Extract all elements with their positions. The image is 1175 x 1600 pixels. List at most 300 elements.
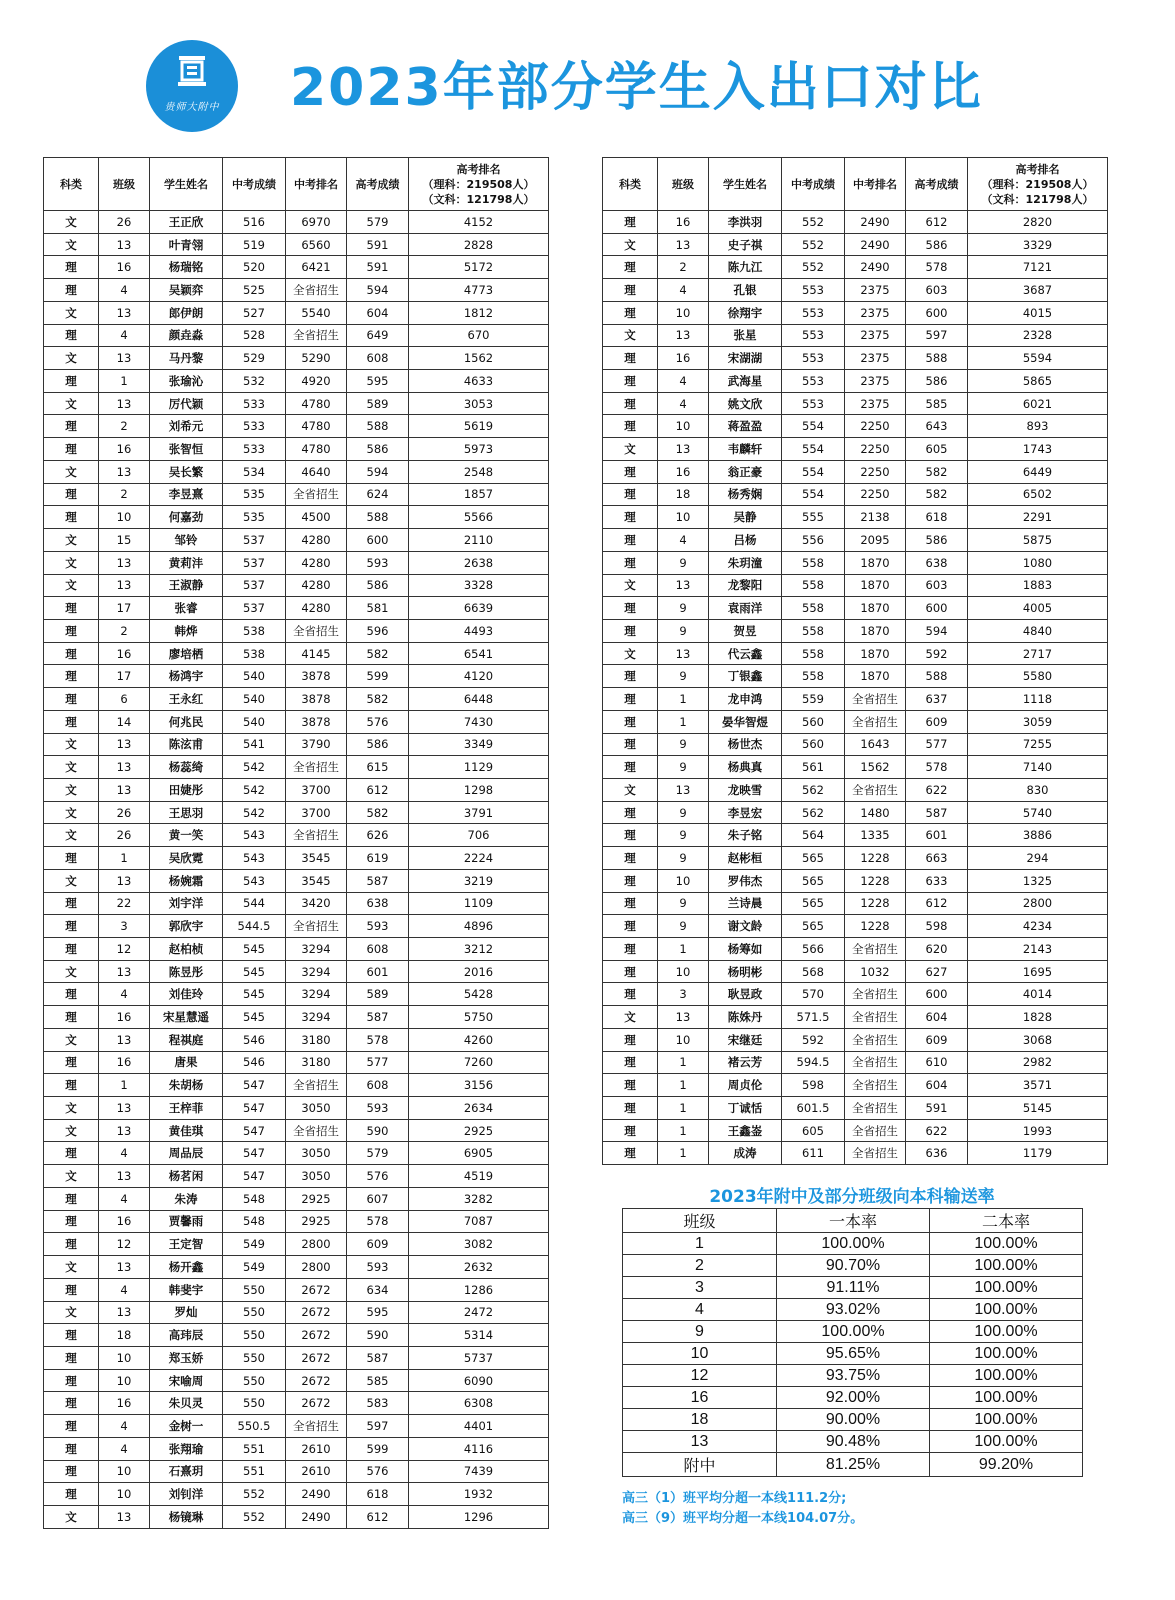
cell-class: 9 — [658, 597, 709, 620]
cell-class: 1 — [99, 370, 150, 393]
cell-student-name: 翁正豪 — [709, 460, 782, 483]
cell-class: 10 — [99, 1346, 150, 1369]
cell-zk-score: 533 — [223, 415, 286, 438]
cell-class: 9 — [658, 892, 709, 915]
cell-gk-score: 582 — [906, 483, 968, 506]
cell-zk-score: 592 — [782, 1028, 845, 1051]
cell-zk-score: 552 — [223, 1505, 286, 1528]
cell-gk-score: 591 — [347, 233, 409, 256]
cell-type: 理 — [44, 938, 99, 961]
cell-gk-score: 601 — [347, 960, 409, 983]
cell-type: 理 — [603, 801, 658, 824]
cell-gk-rank: 1179 — [968, 1142, 1108, 1165]
table-row — [44, 256, 549, 279]
rate-cell-class: 3 — [623, 1277, 777, 1299]
table-row — [603, 688, 1108, 711]
cell-zk-rank: 1562 — [845, 756, 906, 779]
cell-type: 理 — [44, 1392, 99, 1415]
cell-gk-score: 589 — [347, 983, 409, 1006]
cell-class: 10 — [658, 960, 709, 983]
col-header-zk-rank: 中考排名 — [845, 158, 906, 211]
cell-gk-score: 620 — [906, 938, 968, 961]
cell-gk-score: 591 — [906, 1097, 968, 1120]
cell-type: 理 — [603, 1051, 658, 1074]
cell-zk-score: 549 — [223, 1256, 286, 1279]
cell-zk-score: 558 — [782, 574, 845, 597]
cell-zk-rank: 3878 — [286, 710, 347, 733]
rate-cell-tier1: 90.00% — [777, 1409, 930, 1431]
cell-class: 13 — [658, 233, 709, 256]
cell-zk-rank: 1870 — [845, 665, 906, 688]
cell-gk-score: 610 — [906, 1051, 968, 1074]
cell-type: 理 — [603, 892, 658, 915]
cell-type: 文 — [44, 733, 99, 756]
cell-zk-score: 540 — [223, 710, 286, 733]
cell-zk-rank: 2375 — [845, 324, 906, 347]
cell-zk-rank: 2375 — [845, 392, 906, 415]
cell-gk-rank: 4260 — [409, 1028, 549, 1051]
cell-type: 理 — [603, 960, 658, 983]
gk-rank-title: 高考排名 — [456, 162, 501, 176]
cell-zk-score: 560 — [782, 733, 845, 756]
cell-zk-rank: 2672 — [286, 1324, 347, 1347]
cell-class: 9 — [658, 824, 709, 847]
cell-class: 3 — [658, 983, 709, 1006]
cell-gk-rank: 4633 — [409, 370, 549, 393]
table-row — [44, 1415, 549, 1438]
col-header-name: 学生姓名 — [150, 158, 223, 211]
table-row — [603, 619, 1108, 642]
cell-zk-rank: 3700 — [286, 778, 347, 801]
cell-gk-rank: 2110 — [409, 529, 549, 552]
cell-student-name: 何兆民 — [150, 710, 223, 733]
cell-zk-score: 542 — [223, 778, 286, 801]
cell-zk-score: 532 — [223, 370, 286, 393]
cell-zk-score: 554 — [782, 483, 845, 506]
cell-class: 12 — [99, 938, 150, 961]
cell-gk-rank: 4014 — [968, 983, 1108, 1006]
cell-gk-rank: 2632 — [409, 1256, 549, 1279]
col-header-name: 学生姓名 — [709, 158, 782, 211]
cell-gk-rank: 7439 — [409, 1460, 549, 1483]
cell-zk-score: 527 — [223, 301, 286, 324]
cell-student-name: 代云鑫 — [709, 642, 782, 665]
cell-type: 理 — [603, 392, 658, 415]
rate-cell-class: 2 — [623, 1255, 777, 1277]
cell-gk-score: 582 — [906, 460, 968, 483]
cell-zk-rank: 4280 — [286, 574, 347, 597]
cell-student-name: 刘佳玲 — [150, 983, 223, 1006]
cell-gk-score: 622 — [906, 1119, 968, 1142]
cell-zk-score: 556 — [782, 529, 845, 552]
rate-cell-tier1: 100.00% — [777, 1321, 930, 1343]
table-row — [44, 1119, 549, 1142]
rate-cell-tier1: 92.00% — [777, 1387, 930, 1409]
cell-student-name: 韩斐宇 — [150, 1278, 223, 1301]
cell-zk-rank: 全省招生 — [845, 1006, 906, 1029]
table-row — [603, 960, 1108, 983]
cell-student-name: 李昱熹 — [150, 483, 223, 506]
cell-gk-score: 627 — [906, 960, 968, 983]
cell-zk-rank: 全省招生 — [286, 619, 347, 642]
cell-gk-score: 612 — [906, 892, 968, 915]
cell-student-name: 姚文欣 — [709, 392, 782, 415]
cell-class: 1 — [658, 1074, 709, 1097]
cell-class: 4 — [99, 1437, 150, 1460]
cell-gk-rank: 5172 — [409, 256, 549, 279]
table-row — [44, 938, 549, 961]
cell-type: 文 — [44, 233, 99, 256]
cell-zk-rank: 全省招生 — [845, 1051, 906, 1074]
cell-student-name: 晏华智煜 — [709, 710, 782, 733]
table-row — [44, 460, 549, 483]
cell-class: 16 — [99, 1051, 150, 1074]
cell-gk-rank: 1298 — [409, 778, 549, 801]
cell-gk-rank: 3053 — [409, 392, 549, 415]
cell-type: 文 — [44, 574, 99, 597]
rate-cell-tier1: 81.25% — [777, 1453, 930, 1477]
table-row — [603, 483, 1108, 506]
cell-gk-score: 588 — [906, 665, 968, 688]
table-row — [44, 1074, 549, 1097]
cell-student-name: 赵柏桢 — [150, 938, 223, 961]
cell-zk-rank: 1870 — [845, 551, 906, 574]
cell-gk-score: 593 — [347, 1256, 409, 1279]
rate-cell-tier2: 100.00% — [930, 1255, 1083, 1277]
cell-gk-rank: 5619 — [409, 415, 549, 438]
cell-zk-score: 535 — [223, 506, 286, 529]
table-row — [44, 529, 549, 552]
cell-type: 理 — [603, 506, 658, 529]
cell-zk-score: 525 — [223, 279, 286, 302]
rate-cell-tier1: 91.11% — [777, 1277, 930, 1299]
cell-student-name: 贺昱 — [709, 619, 782, 642]
table-row — [44, 279, 549, 302]
col-header-gk-rank — [968, 158, 1108, 211]
cell-type: 文 — [44, 392, 99, 415]
cell-class: 17 — [99, 665, 150, 688]
cell-class: 13 — [99, 301, 150, 324]
cell-zk-score: 554 — [782, 415, 845, 438]
rate-cell-class: 附中 — [623, 1453, 777, 1477]
cell-type: 理 — [603, 1097, 658, 1120]
cell-zk-rank: 4280 — [286, 529, 347, 552]
cell-student-name: 张瑜沁 — [150, 370, 223, 393]
cell-student-name: 宋湖湖 — [709, 347, 782, 370]
cell-zk-score: 544 — [223, 892, 286, 915]
cell-gk-score: 594 — [347, 279, 409, 302]
cell-gk-rank: 1296 — [409, 1505, 549, 1528]
cell-student-name: 陈泫甫 — [150, 733, 223, 756]
cell-class: 9 — [658, 733, 709, 756]
table-row — [44, 1392, 549, 1415]
cell-zk-score: 558 — [782, 665, 845, 688]
cell-student-name: 史子祺 — [709, 233, 782, 256]
table-row — [44, 983, 549, 1006]
cell-class: 13 — [99, 1505, 150, 1528]
rate-cell-tier2: 99.20% — [930, 1453, 1083, 1477]
cell-gk-score: 586 — [347, 733, 409, 756]
cell-student-name: 唐果 — [150, 1051, 223, 1074]
cell-zk-rank: 2490 — [845, 256, 906, 279]
cell-gk-score: 576 — [347, 1460, 409, 1483]
cell-zk-score: 547 — [223, 1165, 286, 1188]
cell-student-name: 陈昱彤 — [150, 960, 223, 983]
cell-gk-score: 578 — [347, 1210, 409, 1233]
cell-student-name: 朱玥潼 — [709, 551, 782, 574]
col-header-zk-score: 中考成绩 — [223, 158, 286, 211]
cell-class: 4 — [99, 1142, 150, 1165]
cell-gk-rank: 4015 — [968, 301, 1108, 324]
cell-class: 4 — [99, 279, 150, 302]
cell-zk-rank: 2800 — [286, 1256, 347, 1279]
cell-zk-rank: 1870 — [845, 619, 906, 642]
gk-rank-arts-total: （文科：121798人） — [422, 192, 535, 206]
cell-zk-score: 564 — [782, 824, 845, 847]
cell-student-name: 袁雨洋 — [709, 597, 782, 620]
cell-gk-rank: 4896 — [409, 915, 549, 938]
cell-gk-rank: 3329 — [968, 233, 1108, 256]
cell-gk-score: 590 — [347, 1119, 409, 1142]
cell-type: 理 — [44, 483, 99, 506]
cell-type: 理 — [603, 983, 658, 1006]
table-row — [44, 1051, 549, 1074]
cell-type: 理 — [44, 1437, 99, 1460]
cell-gk-score: 597 — [906, 324, 968, 347]
cell-zk-rank: 2250 — [845, 438, 906, 461]
cell-student-name: 徐翔宇 — [709, 301, 782, 324]
cell-gk-rank: 1828 — [968, 1006, 1108, 1029]
cell-zk-rank: 2250 — [845, 415, 906, 438]
rate-cell-class: 13 — [623, 1431, 777, 1453]
cell-class: 16 — [99, 1006, 150, 1029]
cell-class: 13 — [99, 1165, 150, 1188]
rate-cell-tier1: 93.75% — [777, 1365, 930, 1387]
rate-cell-tier2: 100.00% — [930, 1233, 1083, 1255]
cell-gk-score: 586 — [347, 574, 409, 597]
cell-class: 4 — [658, 370, 709, 393]
cell-type: 理 — [603, 347, 658, 370]
table-row — [44, 370, 549, 393]
cell-zk-score: 533 — [223, 438, 286, 461]
cell-student-name: 韦麟轩 — [709, 438, 782, 461]
cell-type: 文 — [603, 233, 658, 256]
cell-gk-rank: 2143 — [968, 938, 1108, 961]
cell-gk-score: 591 — [347, 256, 409, 279]
cell-zk-score: 558 — [782, 642, 845, 665]
cell-student-name: 叶青翎 — [150, 233, 223, 256]
cell-type: 文 — [603, 438, 658, 461]
rate-cell-tier1: 90.70% — [777, 1255, 930, 1277]
cell-gk-rank: 5145 — [968, 1097, 1108, 1120]
cell-student-name: 郭欣宇 — [150, 915, 223, 938]
cell-class: 1 — [658, 710, 709, 733]
cell-type: 文 — [44, 460, 99, 483]
cell-zk-rank: 4280 — [286, 551, 347, 574]
cell-student-name: 罗伟杰 — [709, 869, 782, 892]
cell-student-name: 黄一笑 — [150, 824, 223, 847]
cell-zk-rank: 全省招生 — [845, 1097, 906, 1120]
cell-type: 理 — [603, 256, 658, 279]
cell-gk-score: 605 — [906, 438, 968, 461]
cell-zk-score: 553 — [782, 301, 845, 324]
cell-class: 1 — [658, 1142, 709, 1165]
cell-gk-score: 594 — [347, 460, 409, 483]
cell-zk-score: 546 — [223, 1028, 286, 1051]
table-row — [44, 301, 549, 324]
cell-gk-rank: 3349 — [409, 733, 549, 756]
cell-student-name: 郎伊朗 — [150, 301, 223, 324]
cell-student-name: 邹铃 — [150, 529, 223, 552]
cell-gk-rank: 7121 — [968, 256, 1108, 279]
cell-zk-score: 538 — [223, 619, 286, 642]
cell-gk-rank: 6448 — [409, 688, 549, 711]
cell-zk-score: 545 — [223, 938, 286, 961]
cell-zk-rank: 4780 — [286, 415, 347, 438]
cell-gk-score: 588 — [347, 506, 409, 529]
cell-type: 理 — [603, 869, 658, 892]
cell-type: 文 — [44, 551, 99, 574]
cell-type: 理 — [603, 1142, 658, 1165]
cell-type: 理 — [44, 1369, 99, 1392]
col-header-type: 科类 — [603, 158, 658, 211]
cell-gk-rank: 4234 — [968, 915, 1108, 938]
cell-zk-score: 550 — [223, 1301, 286, 1324]
cell-student-name: 刘宇洋 — [150, 892, 223, 915]
table-row — [603, 778, 1108, 801]
table-row — [603, 392, 1108, 415]
cell-zk-score: 535 — [223, 483, 286, 506]
cell-zk-rank: 全省招生 — [845, 1142, 906, 1165]
cell-type: 理 — [603, 756, 658, 779]
cell-class: 6 — [99, 688, 150, 711]
cell-zk-rank: 1228 — [845, 915, 906, 938]
cell-type: 理 — [44, 1006, 99, 1029]
cell-student-name: 王永红 — [150, 688, 223, 711]
table-row — [603, 574, 1108, 597]
cell-type: 理 — [603, 1074, 658, 1097]
cell-zk-rank: 2375 — [845, 347, 906, 370]
table-row — [44, 1324, 549, 1347]
cell-type: 理 — [44, 1074, 99, 1097]
cell-gk-rank: 2800 — [968, 892, 1108, 915]
table-row — [603, 1097, 1108, 1120]
cell-gk-rank: 6541 — [409, 642, 549, 665]
table-row — [603, 733, 1108, 756]
cell-zk-score: 543 — [223, 847, 286, 870]
rate-col-tier1: 一本率 — [777, 1209, 930, 1233]
cell-student-name: 杨典真 — [709, 756, 782, 779]
cell-class: 4 — [658, 279, 709, 302]
admission-rate-table — [622, 1208, 1083, 1477]
cell-zk-score: 554 — [782, 460, 845, 483]
cell-student-name: 龙黎阳 — [709, 574, 782, 597]
cell-student-name: 马丹黎 — [150, 347, 223, 370]
cell-gk-rank: 3068 — [968, 1028, 1108, 1051]
table-row — [603, 1119, 1108, 1142]
cell-class: 16 — [658, 211, 709, 234]
rate-cell-tier2: 100.00% — [930, 1277, 1083, 1299]
cell-gk-rank: 5875 — [968, 529, 1108, 552]
table-row — [44, 824, 549, 847]
cell-student-name: 王鑫崟 — [709, 1119, 782, 1142]
cell-zk-score: 558 — [782, 551, 845, 574]
cell-gk-score: 626 — [347, 824, 409, 847]
cell-zk-rank: 1335 — [845, 824, 906, 847]
cell-type: 理 — [44, 892, 99, 915]
cell-zk-rank: 1480 — [845, 801, 906, 824]
cell-gk-score: 608 — [347, 938, 409, 961]
cell-type: 文 — [44, 801, 99, 824]
cell-gk-score: 643 — [906, 415, 968, 438]
cell-class: 10 — [658, 415, 709, 438]
cell-student-name: 贾馨雨 — [150, 1210, 223, 1233]
cell-type: 理 — [44, 847, 99, 870]
cell-zk-score: 516 — [223, 211, 286, 234]
cell-zk-score: 550.5 — [223, 1415, 286, 1438]
rate-row — [623, 1343, 1083, 1365]
cell-gk-rank: 5428 — [409, 983, 549, 1006]
cell-gk-score: 600 — [906, 301, 968, 324]
cell-gk-rank: 1118 — [968, 688, 1108, 711]
cell-gk-score: 638 — [347, 892, 409, 915]
cell-zk-score: 545 — [223, 1006, 286, 1029]
cell-gk-rank: 6308 — [409, 1392, 549, 1415]
cell-student-name: 周贞伦 — [709, 1074, 782, 1097]
cell-zk-rank: 1228 — [845, 869, 906, 892]
cell-zk-rank: 全省招生 — [845, 710, 906, 733]
cell-class: 10 — [658, 1028, 709, 1051]
rate-cell-tier2: 100.00% — [930, 1365, 1083, 1387]
cell-class: 13 — [99, 1119, 150, 1142]
cell-zk-rank: 2490 — [286, 1505, 347, 1528]
cell-gk-score: 587 — [347, 1006, 409, 1029]
table-row — [603, 279, 1108, 302]
note-class-1: 高三（1）班平均分超一本线111.2分; — [622, 1491, 847, 1506]
cell-gk-rank: 670 — [409, 324, 549, 347]
table-row — [603, 1051, 1108, 1074]
cell-class: 22 — [99, 892, 150, 915]
cell-zk-score: 537 — [223, 574, 286, 597]
cell-zk-score: 548 — [223, 1187, 286, 1210]
cell-zk-score: 558 — [782, 597, 845, 620]
table-row — [44, 1233, 549, 1256]
cell-class: 9 — [658, 801, 709, 824]
cell-zk-rank: 3050 — [286, 1097, 347, 1120]
table-row — [603, 347, 1108, 370]
cell-gk-rank: 1109 — [409, 892, 549, 915]
cell-zk-rank: 2250 — [845, 460, 906, 483]
cell-gk-rank: 1695 — [968, 960, 1108, 983]
cell-student-name: 田婕彤 — [150, 778, 223, 801]
cell-gk-score: 586 — [347, 438, 409, 461]
cell-zk-score: 544.5 — [223, 915, 286, 938]
cell-gk-score: 593 — [347, 1097, 409, 1120]
cell-class: 17 — [99, 597, 150, 620]
rate-header-row — [623, 1209, 1083, 1233]
cell-type: 文 — [44, 778, 99, 801]
cell-zk-rank: 2250 — [845, 483, 906, 506]
cell-type: 理 — [44, 688, 99, 711]
cell-gk-score: 593 — [347, 915, 409, 938]
right-score-table — [602, 157, 1108, 1165]
cell-class: 26 — [99, 211, 150, 234]
cell-zk-rank: 全省招生 — [286, 324, 347, 347]
table-row — [603, 415, 1108, 438]
cell-type: 理 — [44, 1051, 99, 1074]
cell-type: 理 — [603, 824, 658, 847]
cell-student-name: 刘希元 — [150, 415, 223, 438]
